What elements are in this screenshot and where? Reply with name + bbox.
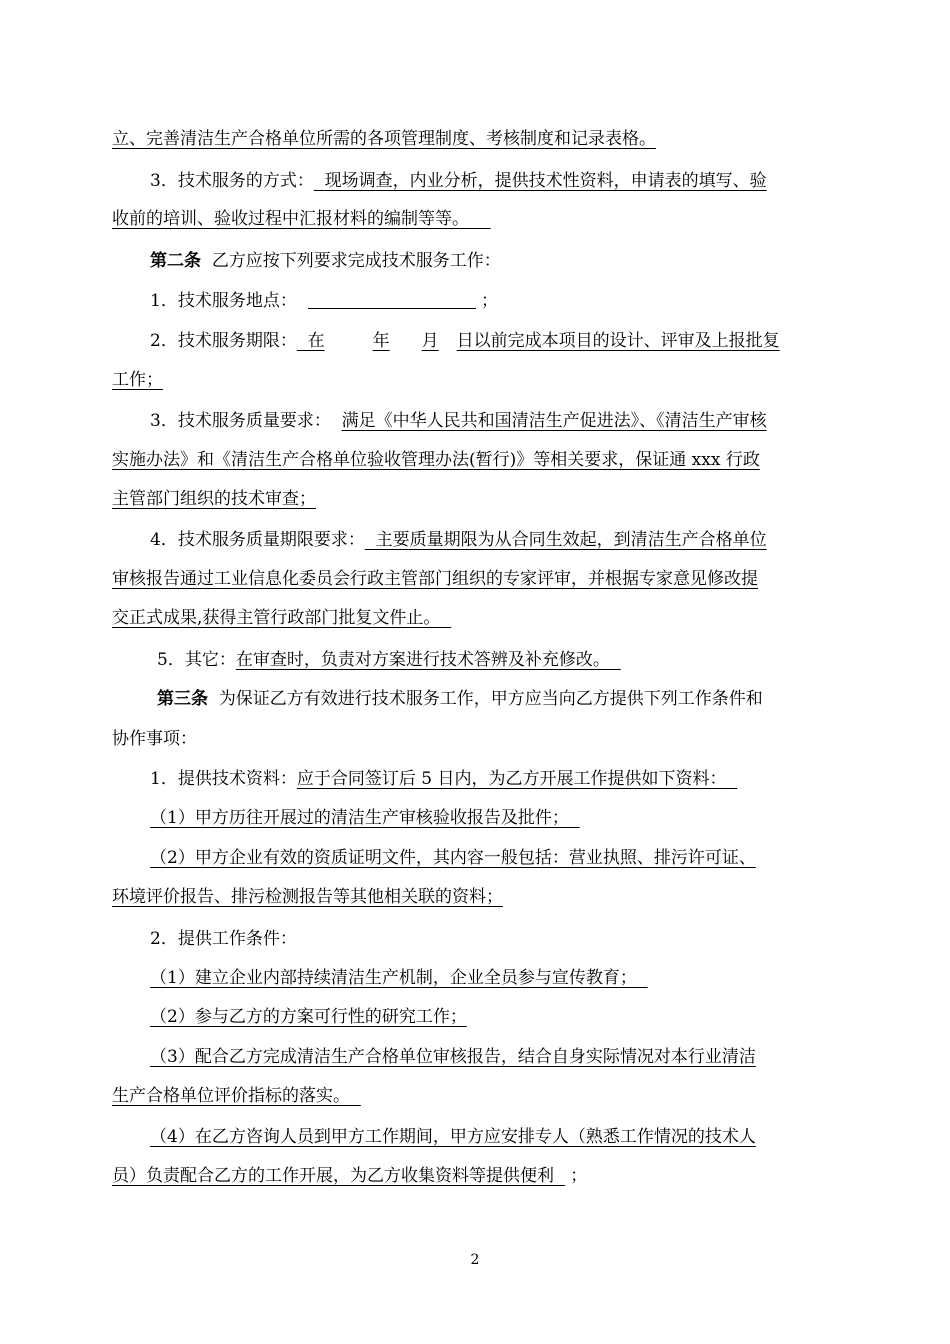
clause-technical-data <box>150 767 842 793</box>
blank-location-field[interactable] <box>308 290 476 309</box>
underlined-text: （1）甲方历往开展过的清洁生产审核验收报告及批件； <box>150 808 569 828</box>
underlined-text: 交正式成果,获得主管行政部门批复文件止。 <box>112 608 441 628</box>
underlined-text: 满足《中华人民共和国清洁生产促进法》、《清洁生产审核 <box>341 411 767 431</box>
clause-other <box>157 648 842 674</box>
text-line <box>112 567 842 593</box>
underlined-text: 实施办法》和《清洁生产合格单位验收管理办法(暂行)》等相关要求，保证通 xxx 行政 <box>112 450 760 470</box>
article-text: 乙方应按下列要求完成技术服务工作： <box>211 251 501 271</box>
underlined-text: （2）参与乙方的方案可行性的研究工作； <box>150 1007 467 1027</box>
text-line <box>112 368 842 394</box>
text-line: 员）负责配合乙方的工作开展，为乙方收集资料等提供便利 ； <box>112 1166 588 1186</box>
clause-label: 3．技术服务质量要求： <box>150 411 331 431</box>
underlined-text: 主管部门组织的技术审查； <box>112 489 316 509</box>
clause-service-period <box>150 329 842 355</box>
clause-work-conditions <box>150 927 842 953</box>
underlined-text: （2）甲方企业有效的资质证明文件，其内容一般包括：营业执照、排污许可证、 <box>150 848 756 868</box>
clause-label: 2．技术服务期限： <box>150 331 297 351</box>
text-line <box>112 207 842 233</box>
underlined-text: 应于合同签订后 5 日内，为乙方开展工作提供如下资料： <box>296 769 727 789</box>
underlined-text: 在 年 月 日以前完成本项目的设计、评审及上报批复 <box>307 331 780 351</box>
article-text: 为保证乙方有效进行技术服务工作，甲方应当向乙方提供下列工作条件和 <box>218 689 763 709</box>
clause-service-location: 1．技术服务地点： ； <box>150 291 499 311</box>
article-number: 第三条 <box>157 689 208 709</box>
list-item <box>150 1045 842 1071</box>
page-number: 2 <box>470 1252 480 1268</box>
clause-label: 1．技术服务地点： <box>150 291 297 311</box>
clause-label: 4．技术服务质量期限要求： <box>150 530 365 550</box>
list-item <box>150 846 842 872</box>
underlined-text: 审核报告通过工业信息化委员会行政主管部门组织的专家评审，并根据专家意见修改提 <box>112 569 758 589</box>
clause-quality-period <box>150 528 842 554</box>
list-item <box>150 1125 842 1151</box>
text-line <box>112 487 842 513</box>
clause-label: 1．提供技术资料： <box>150 769 297 789</box>
clause-3-service-method <box>150 169 842 195</box>
underlined-text: 员）负责配合乙方的工作开展，为乙方收集资料等提供便利 <box>112 1166 554 1186</box>
text-line <box>112 885 842 911</box>
article-3-heading <box>157 687 842 713</box>
text-line <box>112 448 842 474</box>
text-line <box>112 127 842 153</box>
clause-quality-requirements <box>150 409 842 435</box>
list-item <box>150 1005 842 1031</box>
underlined-text: 收前的培训、验收过程中汇报材料的编制等等。 <box>112 209 469 229</box>
underlined-text: 生产合格单位评价指标的落实。 <box>112 1086 350 1106</box>
underlined-text: 现场调查，内业分析，提供技术性资料，申请表的填写、验 <box>324 171 767 191</box>
article-number: 第二条 <box>150 251 201 271</box>
underlined-text: （3）配合乙方完成清洁生产合格单位审核报告，结合自身实际情况对本行业清洁 <box>150 1047 756 1067</box>
underlined-text: 环境评价报告、排污检测报告等其他相关联的资料； <box>112 887 503 907</box>
clause-label: 2．提供工作条件： <box>150 929 297 949</box>
text-line <box>112 1084 842 1110</box>
underlined-text: （1）建立企业内部持续清洁生产机制，企业全员参与宣传教育； <box>150 968 637 988</box>
underlined-text: 工作； <box>112 370 163 390</box>
list-item <box>150 966 842 992</box>
clause-label: 5．其它： <box>157 650 236 670</box>
underlined-text: 立、完善清洁生产合格单位所需的各项管理制度、考核制度和记录表格。 <box>112 129 656 149</box>
article-2-heading <box>150 249 842 275</box>
text-line <box>112 606 842 632</box>
list-item <box>150 806 842 832</box>
underlined-text: 在审查时，负责对方案进行技术答辨及补充修改。 <box>235 650 610 670</box>
underlined-text: （4）在乙方咨询人员到甲方工作期间，甲方应安排专人（熟悉工作情况的技术人 <box>150 1127 756 1147</box>
clause-label: 3．技术服务的方式： <box>150 171 314 191</box>
underlined-text: 主要质量期限为从合同生效起，到清洁生产合格单位 <box>375 530 767 550</box>
text-line: 协作事项： <box>112 729 197 749</box>
